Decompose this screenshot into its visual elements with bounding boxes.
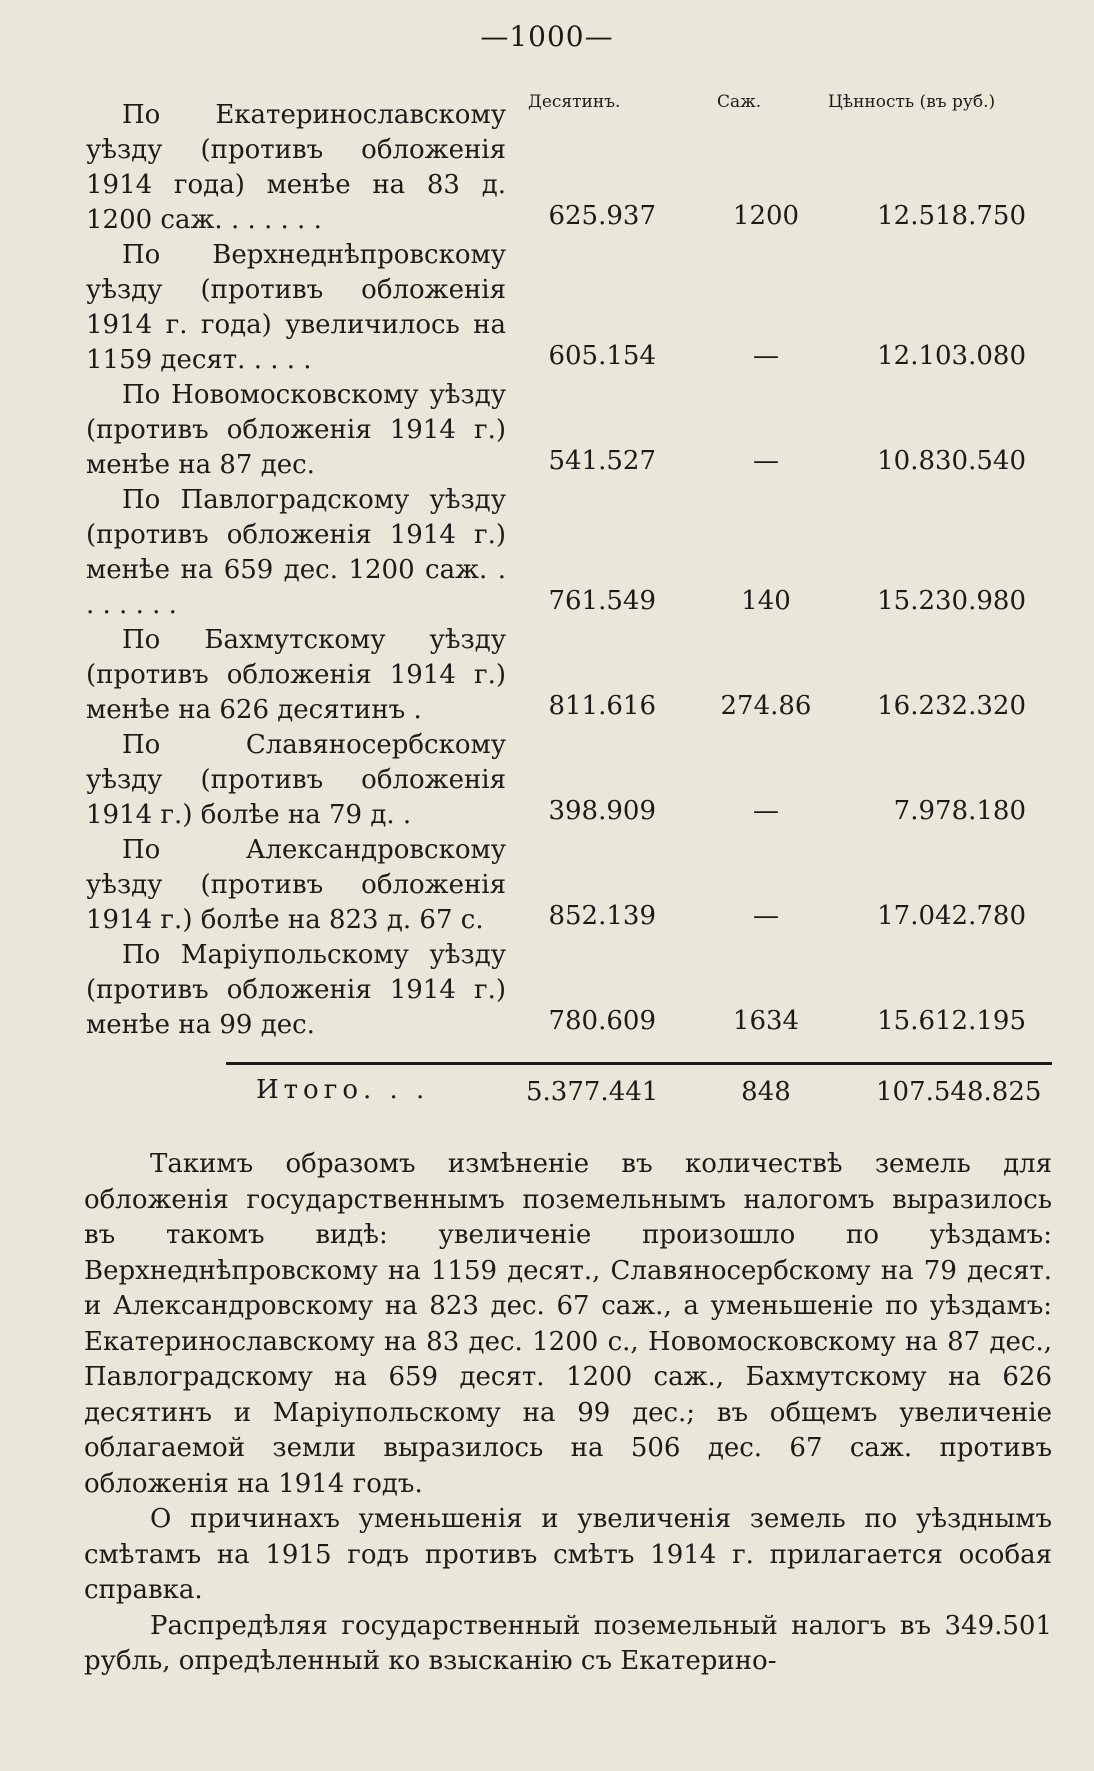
row-dessiatines: 541.527 xyxy=(548,446,656,476)
row-description: По Александровскому уѣзду (противъ обложенія 1914 г.) болѣе на 823 д. 67 с. xyxy=(86,835,506,935)
row-dessiatines: 398.909 xyxy=(548,796,656,826)
row-description: По Верхнеднѣпровскому уѣзду (противъ обложенія 1914 г. года) увеличилось на 1159 десят. . . . . xyxy=(86,240,506,375)
row-value: 15.230.980 xyxy=(877,586,1026,616)
table-row xyxy=(86,378,1036,483)
row-value: 7.978.180 xyxy=(893,796,1026,826)
row-sazhen: — xyxy=(753,901,779,931)
table-row xyxy=(86,623,1036,728)
paragraph: Такимъ образомъ измѣненіе въ количествѣ земель для обложенія государственнымъ поземельнымъ налогомъ выразилось въ такомъ видѣ: увеличеніе произошло по уѣздамъ: Верхнеднѣпровскому на 1159 десят., Славяносербскому на 79 десят. и Александровскому на 823 дес. 67 саж., а уменьшеніе по уѣздамъ: Екатеринославскому на 83 дес. 1200 с., Новомосковскому на 87 дес., Павлоградскому на 659 десят. 1200 саж., Бахмутскому на 626 десятинъ и Маріупольскому на 99 дес.; въ общемъ увеличеніе облагаемой земли выразилось на 506 дес. 67 саж. противъ обложенія на 1914 годъ. xyxy=(84,1149,1052,1499)
row-sazhen: 140 xyxy=(741,586,791,616)
row-dessiatines: 852.139 xyxy=(548,901,656,931)
table-row xyxy=(86,833,1036,938)
row-value: 16.232.320 xyxy=(877,691,1026,721)
paragraph: Распредѣляя государственный поземельный налогъ въ 349.501 рубль, опредѣленный ко взысканію съ Екатерино- xyxy=(84,1610,1052,1676)
row-dessiatines: 605.154 xyxy=(548,341,656,371)
table-row xyxy=(86,938,1036,1043)
row-sazhen: — xyxy=(753,341,779,371)
total-label: Итого. . . xyxy=(256,1075,430,1105)
table-row xyxy=(86,98,1036,238)
column-header-dessiatines: Десятинъ. xyxy=(528,92,621,112)
row-value: 17.042.780 xyxy=(877,901,1026,931)
row-sazhen: — xyxy=(753,796,779,826)
page-number: —1000— xyxy=(480,20,614,53)
total-row xyxy=(86,1075,1042,1115)
row-value: 15.612.195 xyxy=(877,1006,1026,1036)
row-sazhen: 1200 xyxy=(732,201,800,231)
total-value: 107.548.825 xyxy=(876,1077,1042,1107)
row-description: По Павлоградскому уѣзду (противъ обложенія 1914 г.) менѣе на 659 дес. 1200 саж. . . . . . . . xyxy=(86,485,506,620)
table-row xyxy=(86,238,1036,378)
row-description: По Екатеринославскому уѣзду (противъ обложенія 1914 года) менѣе на 83 д. 1200 саж. . . . . . . xyxy=(86,100,506,235)
row-value: 10.830.540 xyxy=(877,446,1026,476)
row-description: По Маріупольскому уѣзду (противъ обложенія 1914 г.) менѣе на 99 дес. xyxy=(86,940,506,1040)
row-sazhen: 274.86 xyxy=(720,691,812,721)
column-header-value: Цѣнность (въ руб.) xyxy=(828,92,996,112)
row-sazhen: 1634 xyxy=(732,1006,800,1036)
total-sazhen: 848 xyxy=(741,1077,791,1107)
column-header-sazhen: Саж. xyxy=(717,92,762,112)
paragraph: О причинахъ уменьшенія и увеличенія земель по уѣзднымъ смѣтамъ на 1915 годъ противъ смѣтъ 1914 г. прилагается особая справка. xyxy=(84,1504,1052,1605)
table-body xyxy=(86,98,1036,1043)
table-row xyxy=(86,728,1036,833)
row-dessiatines: 761.549 xyxy=(548,586,656,616)
row-dessiatines: 780.609 xyxy=(548,1006,656,1036)
row-value: 12.103.080 xyxy=(877,341,1026,371)
row-description: По Славяносербскому уѣзду (противъ обложенія 1914 г.) болѣе на 79 д. . xyxy=(86,730,506,830)
row-description: По Новомосковскому уѣзду (противъ обложенія 1914 г.) менѣе на 87 дес. xyxy=(86,380,506,480)
row-value: 12.518.750 xyxy=(877,201,1026,231)
body-text xyxy=(84,1147,1052,1680)
total-dessiatines: 5.377.441 xyxy=(526,1077,659,1107)
row-description: По Бахмутскому уѣзду (противъ обложенія 1914 г.) менѣе на 626 десятинъ . xyxy=(86,625,506,725)
table-row xyxy=(86,483,1036,623)
total-divider xyxy=(226,1062,1052,1065)
row-sazhen: — xyxy=(753,446,779,476)
row-dessiatines: 625.937 xyxy=(548,201,656,231)
row-dessiatines: 811.616 xyxy=(548,691,656,721)
